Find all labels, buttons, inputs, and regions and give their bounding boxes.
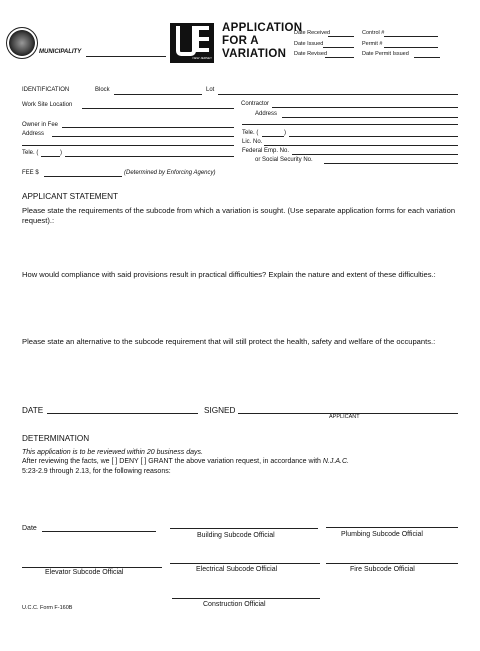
contractor-area-code-line[interactable] <box>262 136 284 137</box>
municipality-label: MUNICIPALITY <box>39 49 82 55</box>
form-id: U.C.C. Form F-160B <box>22 605 73 611</box>
paren-close: ) <box>60 150 62 156</box>
date-revised-label: Date Revised <box>294 51 328 57</box>
date-permit-issued-label: Date Permit Issued <box>362 51 409 57</box>
electrical-sign-line[interactable] <box>170 563 320 564</box>
contractor-tele-line[interactable] <box>289 136 458 137</box>
plumbing-sign-line[interactable] <box>326 527 458 528</box>
question-difficulties: How would compliance with said provisions result in practical difficulties? Explain the nature and extent of these difficulties.: <box>22 270 436 279</box>
lic-no-label: Lic. No. <box>242 139 263 145</box>
fee-line[interactable] <box>44 176 122 177</box>
question-requirements: Please state the requirements of the subcode from which a variation is sought. (Use separate application forms for each variation request).: <box>22 206 456 225</box>
elevator-official: Elevator Subcode Official <box>45 569 124 576</box>
uce-logo: NEW JERSEY <box>170 23 214 63</box>
owner-area-code-line[interactable] <box>41 156 60 157</box>
paren-close: ) <box>284 130 286 136</box>
contractor-address-line[interactable] <box>282 117 458 118</box>
date-label: DATE <box>22 406 44 415</box>
federal-emp-line[interactable] <box>292 154 458 155</box>
elevator-sign-line[interactable] <box>22 567 162 568</box>
social-security-line[interactable] <box>324 163 458 164</box>
official-date-line[interactable] <box>42 531 156 532</box>
contractor-line[interactable] <box>272 107 458 108</box>
identification-label: IDENTIFICATION <box>22 87 70 93</box>
owner-address-label: Address <box>22 131 45 137</box>
official-date-label: Date <box>22 525 37 532</box>
date-received-label: Date Received <box>294 30 331 36</box>
block-line[interactable] <box>114 94 202 95</box>
work-site-line[interactable] <box>82 108 234 109</box>
electrical-official: Electrical Subcode Official <box>196 566 278 573</box>
building-sign-line[interactable] <box>170 528 318 529</box>
signed-label: SIGNED <box>204 406 236 415</box>
social-security-label: or Social Security No. <box>255 157 313 163</box>
owner-tele-line[interactable] <box>65 156 234 157</box>
determination-heading: DETERMINATION <box>22 434 90 443</box>
federal-emp-label: Federal Emp. No. <box>242 148 290 154</box>
date-issued-label: Date Issued <box>294 41 324 47</box>
lic-no-line[interactable] <box>264 145 458 146</box>
date-received-line[interactable] <box>328 36 354 37</box>
owner-tele-label: Tele. ( <box>22 150 39 156</box>
contractor-address-line-2[interactable] <box>242 124 458 125</box>
applicant-statement-heading: APPLICANT STATEMENT <box>22 192 118 201</box>
owner-address-line-2[interactable] <box>22 145 234 146</box>
date-revised-line[interactable] <box>325 57 354 58</box>
permit-line[interactable] <box>384 47 438 48</box>
control-line[interactable] <box>384 36 438 37</box>
block-label: Block <box>95 87 110 93</box>
determination-text-line1: After reviewing the facts, we [ ] DENY [ ] GRANT the above variation request, in accordance with N.J.A.C. <box>22 458 349 465</box>
fire-sign-line[interactable] <box>326 563 458 564</box>
owner-line[interactable] <box>62 127 234 128</box>
contractor-address-label: Address <box>255 111 278 117</box>
form-title: APPLICATION FOR A VARIATION <box>222 22 303 60</box>
applicant-caption: APPLICANT <box>329 414 360 420</box>
building-official: Building Subcode Official <box>197 532 275 539</box>
applicant-date-line[interactable] <box>47 413 198 414</box>
lot-label: Lot <box>206 87 215 93</box>
contractor-label: Contractor <box>241 101 270 107</box>
owner-label: Owner in Fee <box>22 122 59 128</box>
question-alternative: Please state an alternative to the subcode requirement that will still protect the health, safety and welfare of the occupants.: <box>22 337 436 346</box>
contractor-tele-label: Tele. ( <box>242 130 259 136</box>
construction-sign-line[interactable] <box>172 598 320 599</box>
determination-text-line2: 5:23-2.9 through 2.13, for the following reasons: <box>22 468 171 475</box>
fee-note: (Determined by Enforcing Agency) <box>124 170 216 176</box>
review-note: This application is to be reviewed within 20 business days. <box>22 449 203 456</box>
construction-official: Construction Official <box>203 601 266 608</box>
control-label: Control # <box>362 30 385 36</box>
permit-label: Permit # <box>362 41 383 47</box>
fee-label: FEE $ <box>22 170 39 176</box>
owner-address-line[interactable] <box>52 136 234 137</box>
fire-official: Fire Subcode Official <box>350 566 415 573</box>
lot-line[interactable] <box>218 94 458 95</box>
state-seal <box>6 27 38 59</box>
date-permit-issued-line[interactable] <box>414 57 440 58</box>
work-site-label: Work Site Location <box>22 102 73 108</box>
plumbing-official: Plumbing Subcode Official <box>341 531 423 538</box>
municipality-line[interactable] <box>86 56 166 57</box>
date-issued-line[interactable] <box>323 47 354 48</box>
